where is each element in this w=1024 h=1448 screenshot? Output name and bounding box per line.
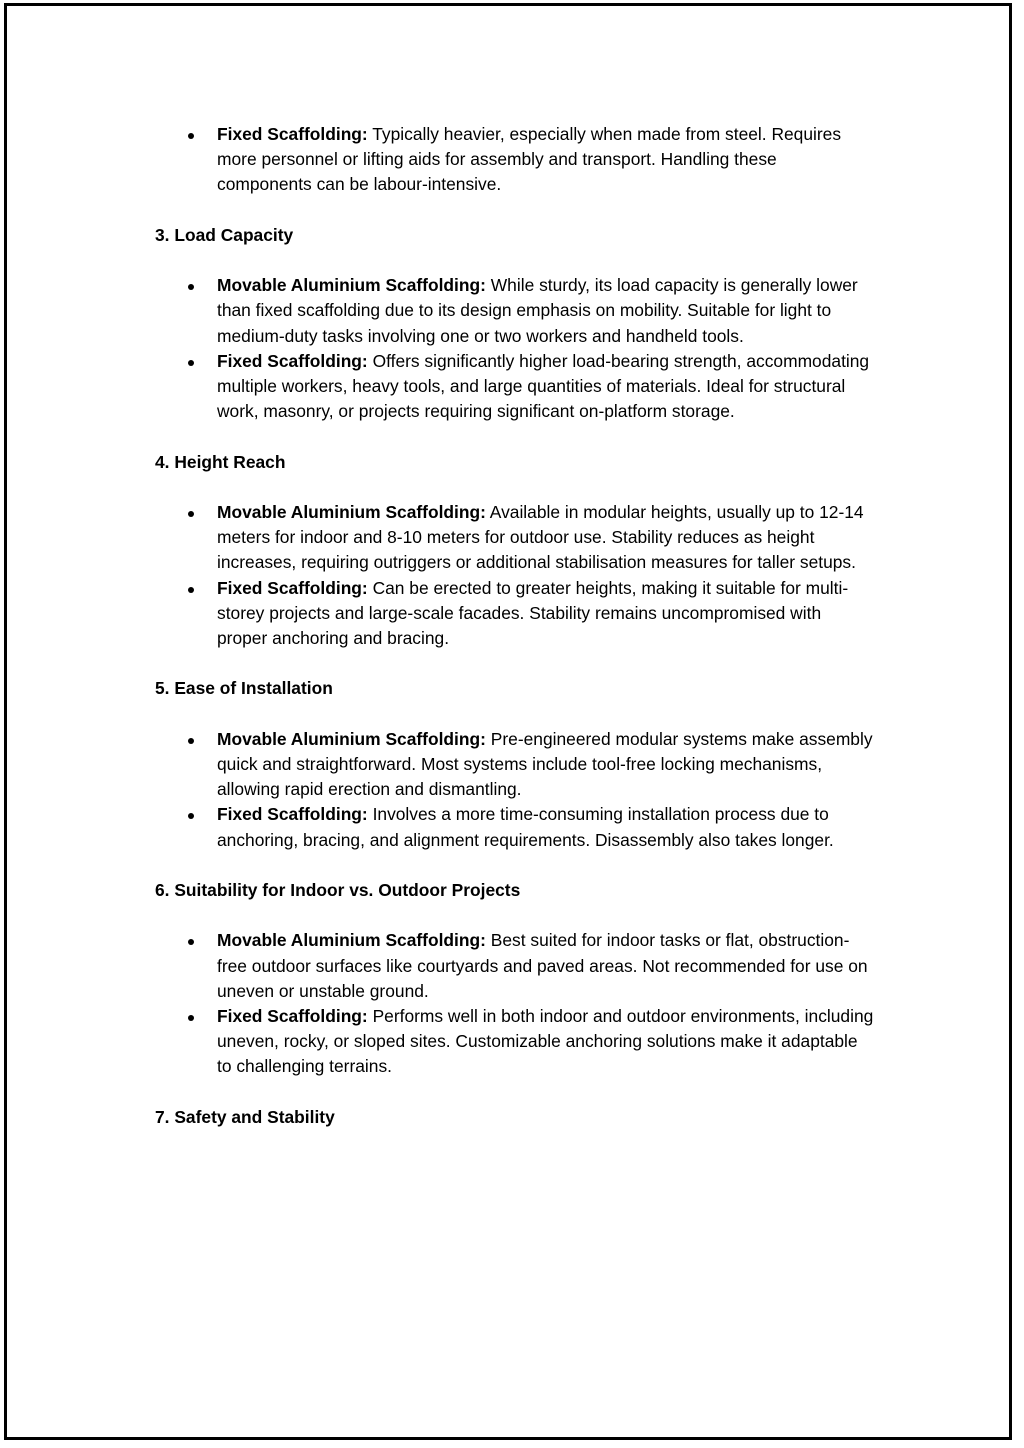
item-term: Movable Aluminium Scaffolding:: [217, 501, 486, 522]
section-heading: 6. Suitability for Indoor vs. Outdoor Projects: [155, 879, 521, 900]
list-item: [155, 727, 875, 803]
item-text: While sturdy, its load capacity is generally lower than fixed scaffolding due to its design emphasis on mobility. Suitable for light to medium-duty tasks involving one or two workers and handheld tools.: [217, 275, 858, 346]
document-body: [155, 122, 875, 1155]
item-term: Movable Aluminium Scaffolding:: [217, 728, 486, 749]
item-term: Fixed Scaffolding:: [217, 350, 368, 371]
list-item: [155, 802, 875, 852]
list-item: [155, 500, 875, 576]
item-term: Fixed Scaffolding:: [217, 577, 368, 598]
section-indoor-outdoor: [155, 878, 875, 1080]
item-term: Fixed Scaffolding:: [217, 124, 368, 144]
item-text: Offers significantly higher load-bearing strength, accommodating multiple workers, heavy tools, and large quantities of materials. Ideal for structural work, masonry, or projects requiring significant on-platform storage.: [217, 350, 870, 422]
section-heading: 4. Height Reach: [155, 451, 286, 472]
bullet-list: [155, 500, 875, 651]
item-text: Best suited for indoor tasks or flat, obstruction-free outdoor surfaces like courtyards and paved areas. Not recommended for use on uneven or unstable ground.: [217, 930, 868, 1001]
item-text: Typically heavier, especially when made from steel. Requires more personnel or lifting aids for assembly and transport. Handling these components can be labour-intensive.: [217, 124, 842, 195]
section-heading: 5. Ease of Installation: [155, 678, 333, 699]
item-term: Movable Aluminium Scaffolding:: [217, 275, 486, 296]
item-term: Fixed Scaffolding:: [217, 1005, 368, 1026]
bullet-list: [155, 928, 875, 1079]
item-term: Fixed Scaffolding:: [217, 804, 368, 825]
item-text: Involves a more time-consuming installation process due to anchoring, bracing, and alignment requirements. Disassembly also takes longer.: [217, 804, 834, 850]
section-ease-of-installation: [155, 676, 875, 852]
list-item: [155, 122, 875, 198]
section-heading: 7. Safety and Stability: [155, 1106, 335, 1127]
section-load-capacity: [155, 223, 875, 425]
section-heading: 3. Load Capacity: [155, 224, 294, 245]
item-text: Available in modular heights, usually up to 12-14 meters for indoor and 8-10 meters for outdoor use. Stability reduces as height increases, requiring outriggers or additional stabilisation measures for taller setups.: [217, 501, 864, 573]
intro-list: [155, 122, 875, 198]
item-text: Performs well in both indoor and outdoor environments, including uneven, rocky, or sloped sites. Customizable anchoring solutions make it adaptable to challenging terrains.: [217, 1005, 874, 1077]
bullet-list: [155, 273, 875, 424]
item-term: Movable Aluminium Scaffolding:: [217, 930, 486, 951]
section-safety-stability: [155, 1105, 875, 1130]
list-item: [155, 576, 875, 652]
bullet-list: [155, 727, 875, 853]
item-text: Can be erected to greater heights, making it suitable for multi-storey projects and large-scale facades. Stability remains uncompromised with proper anchoring and bracing.: [217, 577, 849, 648]
list-item: [155, 1004, 875, 1080]
list-item: [155, 349, 875, 425]
list-item: [155, 273, 875, 349]
section-height-reach: [155, 450, 875, 652]
list-item: [155, 928, 875, 1004]
item-text: Pre-engineered modular systems make assembly quick and straightforward. Most systems include tool-free locking mechanisms, allowing rapid erection and dismantling.: [217, 728, 873, 800]
